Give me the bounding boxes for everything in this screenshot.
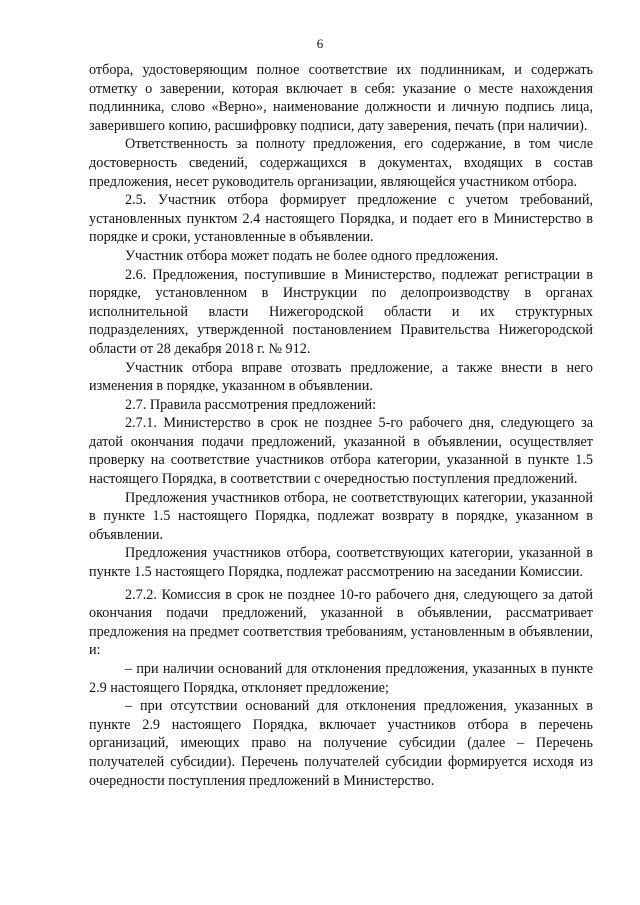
paragraph: 2.7.1. Министерство в срок не позднее 5-го рабочего дня, следующего за датой окончания подачи предложений, указанной в объявлении, осуществляет проверку на соответствие участников отбора категории, указанной в пункте 1.5 настоящего Порядка, в соответствии с очередностью поступления предложений. xyxy=(89,415,593,488)
paragraph: 2.7. Правила рассмотрения предложений: xyxy=(125,396,377,413)
document-body xyxy=(89,61,593,790)
paragraph: Ответственность за полноту предложения, его содержание, в том числе достоверность сведений, содержащихся в документах, входящих в состав предложения, несет руководитель организации, являющейся участником отбора. xyxy=(89,136,593,190)
paragraph: 2.7.2. Комиссия в срок не позднее 10-го рабочего дня, следующего за датой окончания подачи предложений, указанной в объявлении, рассматривает предложения на предмет соответствия требованиям, установленным в объявлении, и: xyxy=(89,586,593,659)
page-number: 6 xyxy=(316,36,324,51)
paragraph: – при наличии оснований для отклонения предложения, указанных в пункте 2.9 настоящего Порядка, отклоняет предложение; xyxy=(89,661,593,696)
paragraph: Предложения участников отбора, соответствующих категории, указанной в пункте 1.5 настоящего Порядка, подлежат рассмотрению на заседании Комиссии. xyxy=(89,545,593,581)
paragraph: Предложения участников отбора, не соответствующих категории, указанной в пункте 1.5 настоящего Порядка, подлежат возврату в порядке, указанном в объявлении. xyxy=(89,489,593,543)
paragraph: 2.6. Предложения, поступившие в Министерство, подлежат регистрации в порядке, установленном в Инструкции по делопроизводству в органах исполнительной власти Нижегородской области и их структурных подразделениях, утвержденной постановлением Правительства Нижегородской области от 28 декабря 2018 г. № 912. xyxy=(89,266,593,357)
paragraph: 2.5. Участник отбора формирует предложение с учетом требований, установленных пунктом 2.4 настоящего Порядка, и подает его в Министерство в порядке и сроки, установленные в объявлении. xyxy=(89,192,593,246)
paragraph: Участник отбора вправе отозвать предложение, а также внести в него изменения в порядке, указанном в объявлении. xyxy=(89,359,593,395)
paragraph: – при отсутствии оснований для отклонения предложения, указанных в пункте 2.9 настоящего Порядка, включает участников отбора в перечень организаций, имеющих право на получение субсидии (далее – Перечень получателей субсидии). Перечень получателей субсидии формируется исходя из очередности поступления предложений в Министерство. xyxy=(89,698,593,789)
paragraph: Участник отбора может подать не более одного предложения. xyxy=(125,247,499,264)
paragraph: отбора, удостоверяющим полное соответствие их подлинникам, и содержать отметку о заверении, которая включает в себя: указание о месте нахождения подлинника, слово «Верно», наименование должности и личную подпись лица, заверившего копию, расшифровку подписи, дату заверения, печать (при наличии). xyxy=(89,62,593,134)
